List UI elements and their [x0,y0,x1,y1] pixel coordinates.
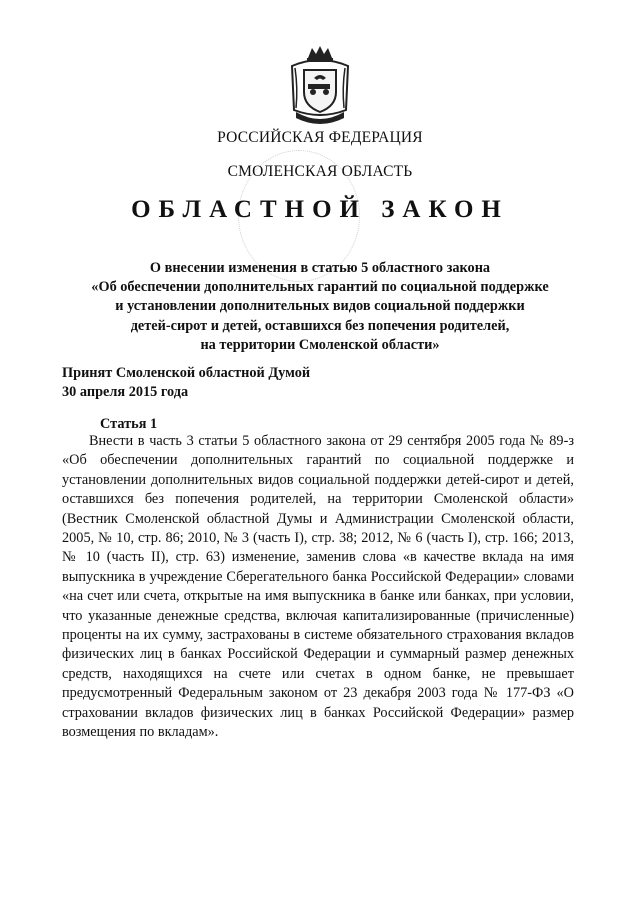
subject-line: и установлении дополнительных видов социальной поддержки [115,298,525,315]
article-text: Внести в часть 3 статьи 5 областного закона от 29 сентября 2005 года № 89-з «Об обеспечении дополнительных гарантий по социальной поддержке и установлении дополнительных видов социальной поддержки детей-сирот и детей, оставшихся без попечения родителей, на территории Смоленской области» (Вестник Смоленской областной Думы и Администрации Смоленской области, 2005, № 10, стр. 86; 2010, № 3 (часть I), стр. 38; 2012, № 6 (часть I), стр. 166; 2013, № 10 (часть II), стр. 63) изменение, заменив слова «в качестве вклада на имя выпускника в учреждение Сберегательного банка Российской Федерации» словами «на счет или счета, открытые на имя выпускника в банке или банках, при условии, что указанные денежные средства, включая капитализированные (причисленные) проценты на их сумму, застрахованы в системе обязательного страхования вкладов физических лиц в банках Российской Федерации и суммарный размер денежных средств, находящихся на счете или счетах в одном банке, не превышает предусмотренный Федеральным законом от 23 декабря 2003 года № 177-ФЗ «О страховании вкладов физических лиц в банках Российской Федерации» размер возмещения по вкладам». [62,433,574,741]
region-name: СМОЛЕНСКАЯ ОБЛАСТЬ [227,163,413,180]
subject-line: О внесении изменения в статью 5 областного закона [149,260,491,276]
country-name: РОССИЙСКАЯ ФЕДЕРАЦИЯ [217,129,423,146]
article-heading: Статья 1 [100,416,158,432]
adoption-body: Принят Смоленской областной Думой [62,365,311,381]
subject-line: детей-сирот и детей, оставшихся без попечения родителей, [130,317,510,334]
law-subject [70,259,570,355]
document-type-title: ОБЛАСТНОЙ ЗАКОН [131,196,509,223]
subject-line: на территории Смоленской области» [200,336,440,353]
subject-line: «Об обеспечении дополнительных гарантий по социальной поддержке [91,279,549,296]
adoption-date: 30 апреля 2015 года [62,384,189,400]
adoption-info [62,364,310,402]
coat-of-arms-icon [286,44,354,128]
